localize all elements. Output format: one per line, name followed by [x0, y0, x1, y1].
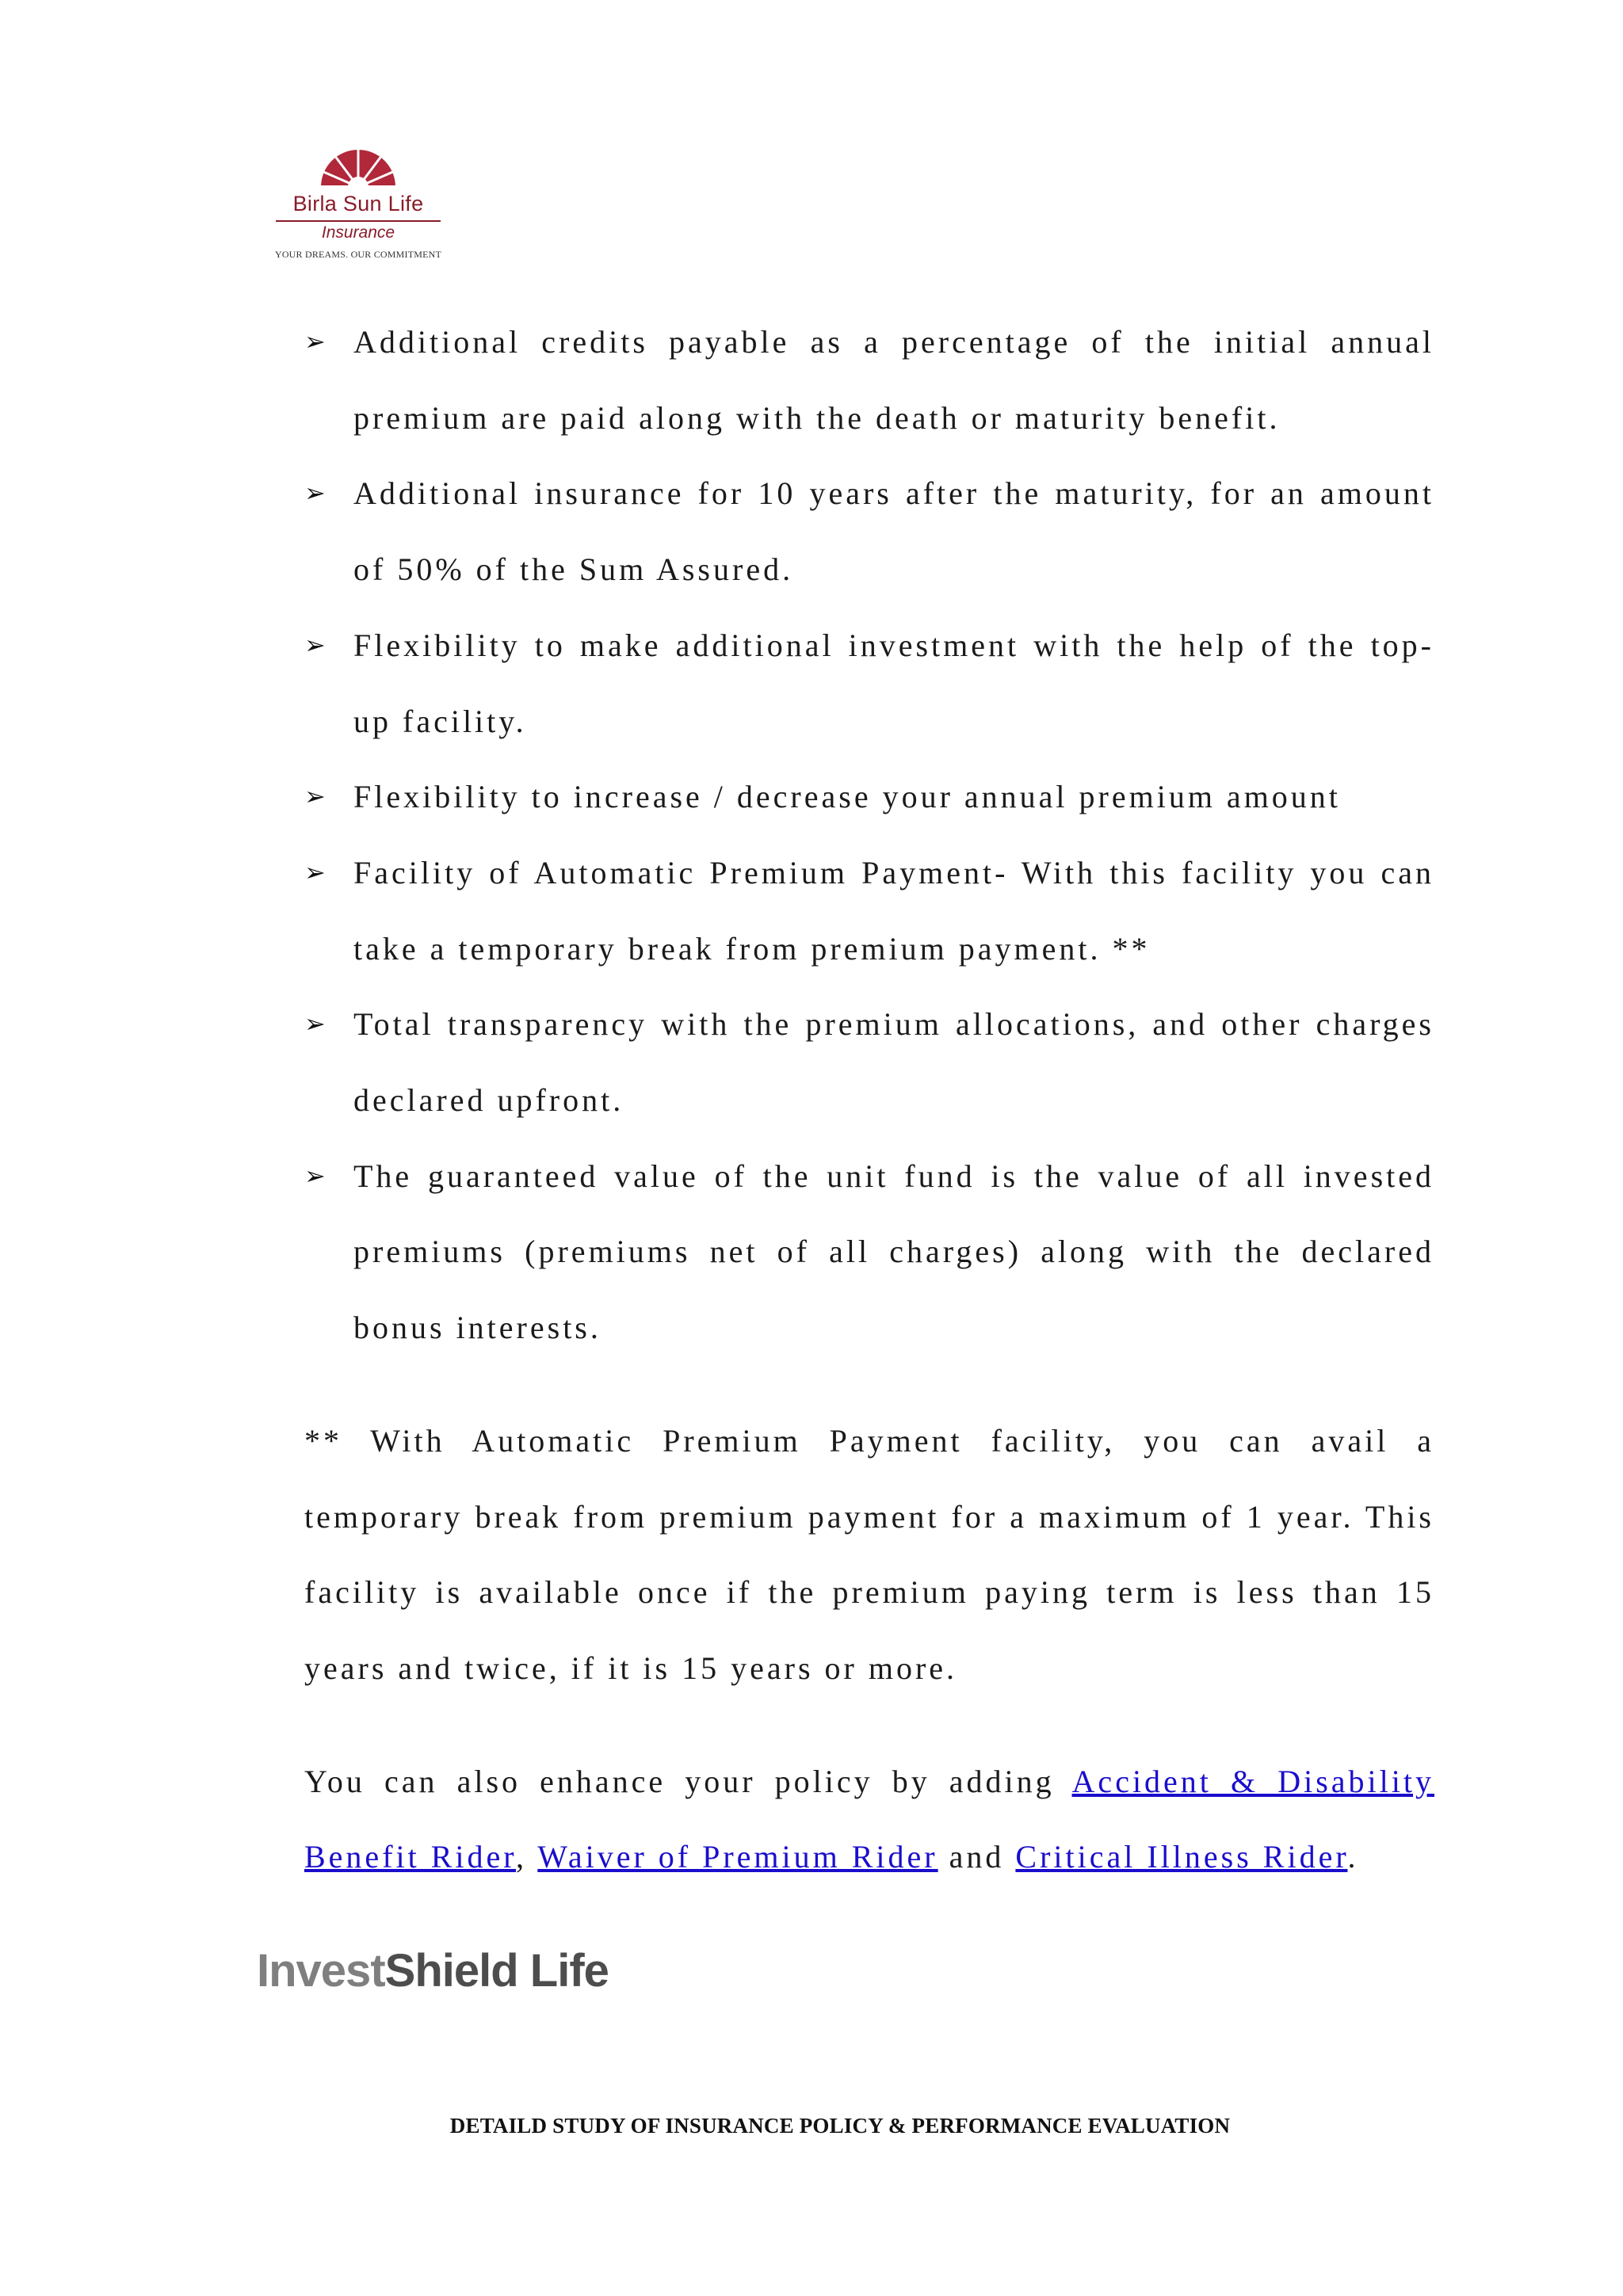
riders-paragraph	[304, 1744, 1434, 1895]
riders-separator: ,	[516, 1839, 538, 1875]
list-item-text: The guaranteed value of the unit fund is the value of all invested premiums (premiums net of all charges) along with the declared bonus interests.	[353, 1158, 1434, 1346]
logo-name: Birla Sun Life	[292, 192, 424, 215]
page-content	[304, 304, 1434, 1895]
riders-end: .	[1347, 1839, 1359, 1875]
critical-illness-rider-link[interactable]: Critical Illness Rider	[1015, 1839, 1348, 1875]
list-item-text: Flexibility to increase / decrease your annual premium amount	[353, 779, 1341, 815]
arrow-bullet-icon: ➢	[304, 781, 326, 812]
list-item-text: Total transparency with the premium allocations, and other charges declared upfront.	[353, 1006, 1434, 1119]
accident-disability-rider-link[interactable]: Accident & Disability Benefit Rider	[304, 1763, 1434, 1875]
list-item	[304, 456, 1434, 607]
list-item	[304, 1138, 1434, 1366]
arrow-bullet-icon: ➢	[304, 1160, 326, 1191]
list-item-text: Facility of Automatic Premium Payment- With this facility you can take a temporary break from premium payment. **	[353, 854, 1434, 967]
logo-subtitle: Insurance	[321, 223, 395, 242]
list-item	[304, 759, 1434, 835]
arrow-bullet-icon: ➢	[304, 629, 326, 660]
list-item	[304, 986, 1434, 1138]
page-footer: DETAILD STUDY OF INSURANCE POLICY & PERFORMANCE EVALUATION	[449, 2114, 1231, 2138]
birla-sun-life-logo	[252, 98, 464, 273]
list-item-text: Additional insurance for 10 years after the maturity, for an amount of 50% of the Sum Assured.	[353, 475, 1434, 588]
list-item-text: Additional credits payable as a percentage of the initial annual premium are paid along with the death or maturity benefit.	[353, 324, 1434, 436]
arrow-bullet-icon: ➢	[304, 1009, 326, 1039]
list-item-text: Flexibility to make additional investment with the help of the top-up facility.	[353, 627, 1434, 739]
logo-tagline: YOUR DREAMS. OUR COMMITMENT	[274, 249, 442, 260]
list-item	[304, 608, 1434, 759]
riders-intro: You can also enhance your policy by adding	[304, 1763, 1072, 1799]
list-item	[304, 835, 1434, 986]
logo-divider	[276, 220, 441, 222]
footnote-paragraph: ** With Automatic Premium Payment facility, you can avail a temporary break from premium payment for a maximum of 1 year. This facility is available once if the premium paying term is less than 15 years and twice, if it is 15 years or more.	[304, 1422, 1434, 1686]
waiver-of-premium-rider-link[interactable]: Waiver of Premium Rider	[537, 1839, 938, 1875]
arrow-bullet-icon: ➢	[304, 856, 326, 887]
brand-part-invest: Invest	[257, 1945, 385, 1997]
brand-part-shield-life: Shield Life	[384, 1945, 609, 1997]
feature-list	[304, 304, 1434, 1366]
riders-separator: and	[938, 1839, 1016, 1875]
arrow-bullet-icon: ➢	[304, 478, 326, 509]
list-item	[304, 304, 1434, 456]
arrow-bullet-icon: ➢	[304, 326, 326, 357]
rising-sun-icon	[252, 98, 464, 193]
investshield-life-logo	[257, 1944, 609, 1997]
